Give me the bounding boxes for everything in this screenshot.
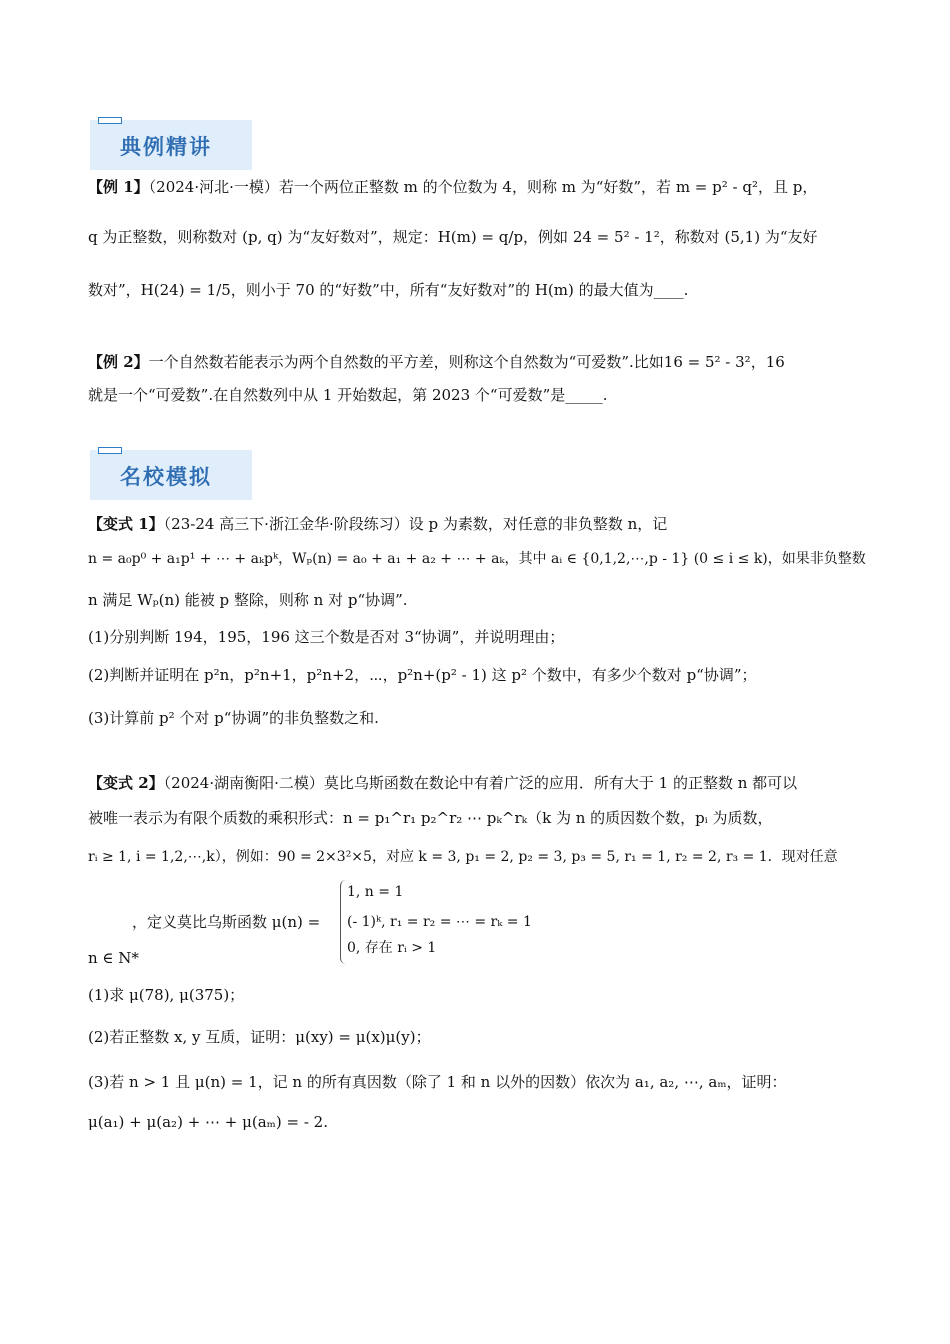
mobius-definition-text: ，定义莫比乌斯函数 μ(n) = — [132, 913, 321, 931]
variant-2-line — [88, 773, 797, 793]
section-title: 典例精讲 — [120, 135, 212, 159]
variant-1-line: n = a₀p⁰ + a₁p¹ + ⋯ + aₖpᵏ，Wₚ(n) = a₀ + a₁ + a₂ + ⋯ + aₖ，其中 aᵢ ∈ {0,1,2,⋯,p - 1} (0 ≤ i ≤ k)，如果非负整数 — [88, 551, 866, 567]
example-1-line — [88, 177, 817, 197]
piecewise-case: 0, 存在 rᵢ > 1 — [347, 940, 437, 956]
variant-2-line: (1)求 μ(78), μ(375)； — [88, 986, 245, 1004]
section-header-school-mocks — [90, 450, 252, 500]
example-1-line: 数对”，H(24) = 1/5，则小于 70 的“好数”中，所有“友好数对”的 H(m) 的最大值为____. — [88, 281, 689, 299]
header-tab-decoration — [98, 447, 122, 454]
variant-2-line: n ∈ N* — [88, 949, 139, 967]
text: （2024·河北·一模）若一个两位正整数 m 的个位数为 4，则称 m 为“好数”，若 m = p² - q²，且 p， — [148, 178, 818, 196]
variant-1-line: (3)计算前 p² 个对 p“协调”的非负整数之和. — [88, 709, 379, 727]
variant-2-line: μ(a₁) + μ(a₂) + ⋯ + μ(aₘ) = - 2. — [88, 1113, 328, 1131]
piecewise-case: 1, n = 1 — [347, 884, 404, 900]
variant-2-line: (2)若正整数 x, y 互质，证明：μ(xy) = μ(x)μ(y)； — [88, 1028, 431, 1046]
section-title: 名校模拟 — [120, 465, 212, 489]
text: 一个自然数若能表示为两个自然数的平方差，则称这个自然数为“可爱数”.比如16 = 5² - 3²，16 — [148, 353, 785, 371]
example-2-label: 【例 2】 — [88, 353, 149, 371]
variant-2-line: (3)若 n > 1 且 μ(n) = 1，记 n 的所有真因数（除了 1 和 n 以外的因数）依次为 a₁, a₂, ⋯, aₘ，证明： — [88, 1073, 787, 1091]
variant-1-line: (2)判断并证明在 p²n，p²n+1，p²n+2，⋯，p²n+(p² - 1) 这 p² 个数中，有多少个数对 p“协调”； — [88, 666, 757, 684]
piecewise-case: (- 1)ᵏ, r₁ = r₂ = ⋯ = rₖ = 1 — [347, 914, 532, 930]
variant-1-label: 【变式 1】 — [88, 515, 164, 533]
example-2-line — [88, 352, 785, 372]
example-1-label: 【例 1】 — [88, 178, 149, 196]
variant-1-line — [88, 514, 667, 534]
variant-2-line: 被唯一表示为有限个质数的乘积形式：n = p₁^r₁ p₂^r₂ ⋯ pₖ^rₖ（k 为 n 的质因数个数，pᵢ 为质数， — [88, 809, 773, 827]
section-header-examples — [90, 120, 252, 170]
variant-2-line: rᵢ ≥ 1, i = 1,2,⋯,k），例如：90 = 2×3²×5，对应 k = 3, p₁ = 2, p₂ = 3, p₃ = 5, r₁ = 1, r₂ = 2, r₃ = 1．现对任意 — [88, 849, 838, 865]
example-2-line: 就是一个“可爱数”.在自然数列中从 1 开始数起，第 2023 个“可爱数”是_____. — [88, 386, 608, 404]
variant-1-line: (1)分别判断 194，195，196 这三个数是否对 3“协调”，并说明理由； — [88, 628, 565, 646]
text: （23-24 高三下·浙江金华·阶段练习）设 p 为素数，对任意的非负整数 n，记 — [163, 515, 668, 533]
text: （2024·湖南衡阳·二模）莫比乌斯函数在数论中有着广泛的应用．所有大于 1 的正整数 n 都可以 — [163, 774, 798, 792]
piecewise-brace — [340, 880, 347, 964]
variant-2-label: 【变式 2】 — [88, 774, 164, 792]
header-tab-decoration — [98, 117, 122, 124]
variant-1-line: n 满足 Wₚ(n) 能被 p 整除，则称 n 对 p“协调”. — [88, 591, 408, 609]
example-1-line: q 为正整数，则称数对 (p, q) 为“友好数对”，规定：H(m) = q/p，例如 24 = 5² - 1²，称数对 (5,1) 为“友好 — [88, 228, 818, 246]
